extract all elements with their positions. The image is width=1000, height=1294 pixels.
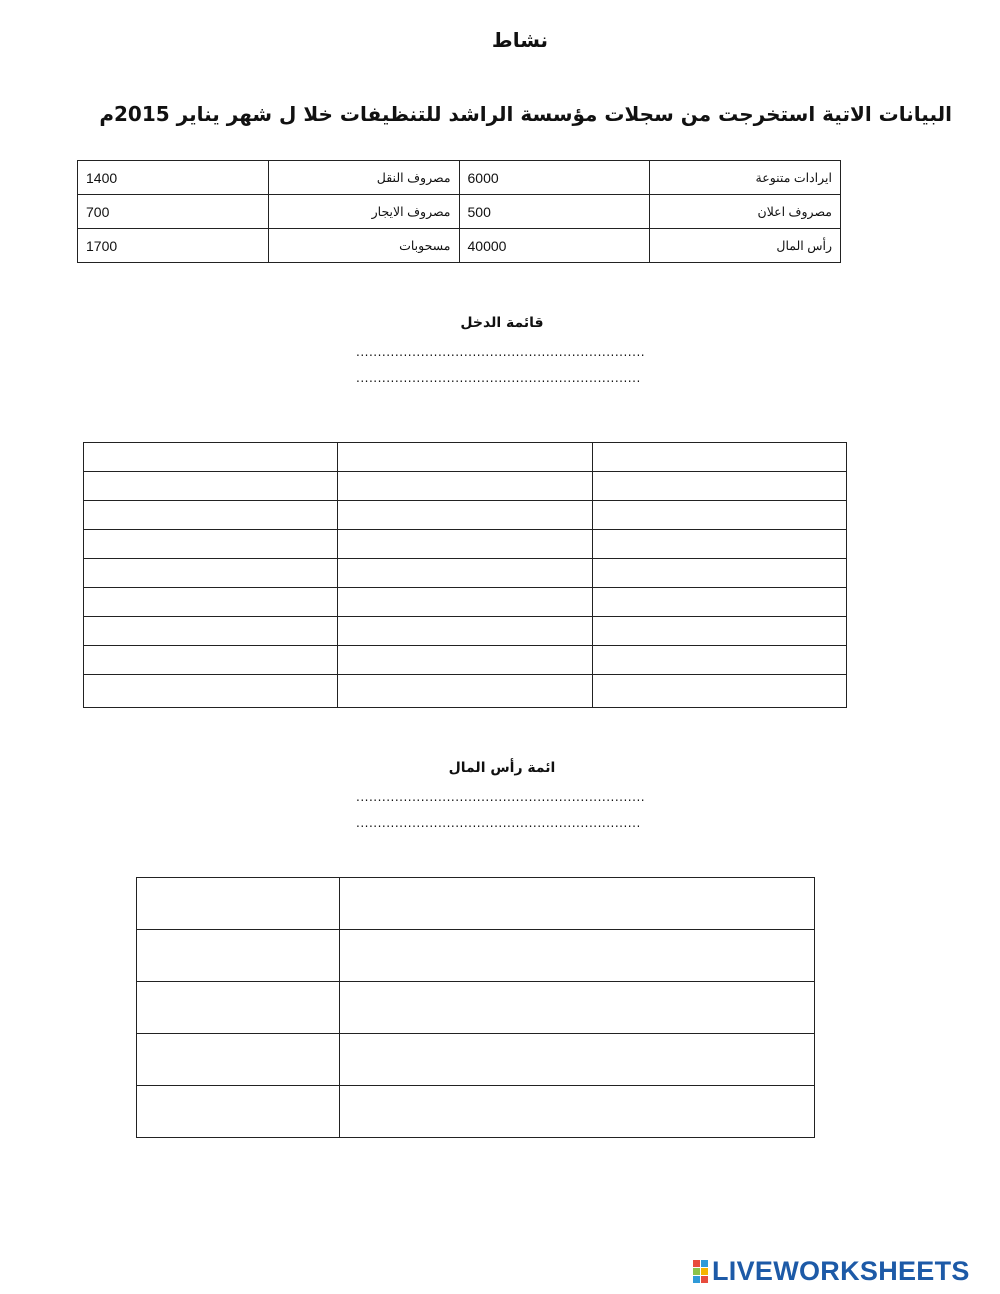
blank-cell[interactable] <box>137 1086 340 1138</box>
table-row <box>84 501 847 530</box>
blank-cell[interactable] <box>340 1034 815 1086</box>
blank-cell[interactable] <box>338 530 592 559</box>
blank-cell[interactable] <box>137 878 340 930</box>
table-row <box>84 588 847 617</box>
data-value-cell: 700 <box>78 195 269 229</box>
table-row <box>78 161 841 195</box>
blank-cell[interactable] <box>84 588 338 617</box>
income-dotted-line-2[interactable]: .................................................................. <box>356 371 641 385</box>
blank-cell[interactable] <box>592 501 846 530</box>
blank-cell[interactable] <box>340 930 815 982</box>
logo-text: LIVEWORKSHEETS <box>712 1255 970 1286</box>
blank-cell[interactable] <box>338 559 592 588</box>
blank-cell[interactable] <box>592 646 846 675</box>
data-label-cell: مسحوبات <box>268 229 459 263</box>
capital-statement-table <box>136 877 815 1138</box>
blank-cell[interactable] <box>338 646 592 675</box>
blank-cell[interactable] <box>84 443 338 472</box>
blank-cell[interactable] <box>338 617 592 646</box>
income-dotted-line-1[interactable]: ................................................................... <box>356 345 646 359</box>
blank-cell[interactable] <box>84 472 338 501</box>
blank-cell[interactable] <box>84 559 338 588</box>
blank-cell[interactable] <box>84 646 338 675</box>
data-value-cell: 1400 <box>78 161 269 195</box>
data-value-cell: 40000 <box>459 229 650 263</box>
table-row <box>84 443 847 472</box>
blank-cell[interactable] <box>592 530 846 559</box>
table-row <box>78 229 841 263</box>
page-title: نشاط <box>491 28 549 52</box>
table-row <box>137 982 815 1034</box>
liveworksheets-logo[interactable] <box>693 1256 970 1286</box>
table-row <box>84 559 847 588</box>
capital-dotted-line-1[interactable]: ................................................................... <box>356 790 646 804</box>
capital-dotted-line-2[interactable]: .................................................................. <box>356 816 641 830</box>
blank-cell[interactable] <box>137 930 340 982</box>
blank-cell[interactable] <box>592 559 846 588</box>
table-row <box>137 930 815 982</box>
table-row <box>84 530 847 559</box>
intro-text: البيانات الاتية استخرجت من سجلات مؤسسة الراشد للتنظيفات خلا ل شهر يناير 2015م <box>99 102 952 126</box>
data-table <box>77 160 841 263</box>
table-row <box>137 1034 815 1086</box>
blank-cell[interactable] <box>592 617 846 646</box>
blank-cell[interactable] <box>338 675 592 708</box>
table-row <box>137 1086 815 1138</box>
blank-cell[interactable] <box>84 530 338 559</box>
data-label-cell: مصروف النقل <box>268 161 459 195</box>
data-value-cell: 500 <box>459 195 650 229</box>
blank-cell[interactable] <box>592 472 846 501</box>
blank-cell[interactable] <box>592 675 846 708</box>
table-row <box>137 878 815 930</box>
logo-squares-icon <box>693 1260 708 1283</box>
blank-cell[interactable] <box>338 443 592 472</box>
capital-statement-title: ائمة رأس المال <box>448 760 556 776</box>
blank-cell[interactable] <box>340 1086 815 1138</box>
blank-cell[interactable] <box>340 982 815 1034</box>
data-label-cell: رأس المال <box>650 229 841 263</box>
income-statement-title: قائمة الدخل <box>460 315 544 331</box>
blank-cell[interactable] <box>338 501 592 530</box>
data-label-cell: مصروف اعلان <box>650 195 841 229</box>
blank-cell[interactable] <box>84 617 338 646</box>
data-label-cell: مصروف الايجار <box>268 195 459 229</box>
table-row <box>84 675 847 708</box>
data-value-cell: 1700 <box>78 229 269 263</box>
blank-cell[interactable] <box>137 1034 340 1086</box>
table-row <box>84 472 847 501</box>
blank-cell[interactable] <box>592 588 846 617</box>
data-value-cell: 6000 <box>459 161 650 195</box>
income-statement-table <box>83 442 847 708</box>
data-label-cell: ايرادات متنوعة <box>650 161 841 195</box>
blank-cell[interactable] <box>592 443 846 472</box>
table-row <box>78 195 841 229</box>
blank-cell[interactable] <box>340 878 815 930</box>
table-row <box>84 617 847 646</box>
table-row <box>84 646 847 675</box>
blank-cell[interactable] <box>338 472 592 501</box>
blank-cell[interactable] <box>84 675 338 708</box>
blank-cell[interactable] <box>84 501 338 530</box>
blank-cell[interactable] <box>137 982 340 1034</box>
blank-cell[interactable] <box>338 588 592 617</box>
